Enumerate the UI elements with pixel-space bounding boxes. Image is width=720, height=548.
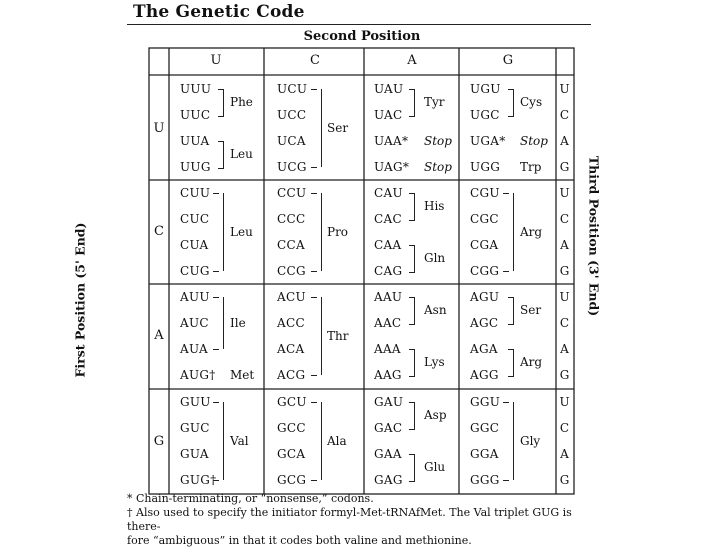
codon-cell: UCG	[277, 160, 307, 174]
footnote-initiator: † Also used to specify the initiator formyl-Met-tRNAfMet. The Val triplet GUG is there-	[127, 506, 572, 533]
bracket	[503, 480, 509, 481]
codon-cell: UGA*	[470, 134, 506, 148]
third-letter: C	[559, 316, 570, 330]
bracket	[218, 141, 224, 169]
codon-cell: UCU	[277, 82, 308, 96]
codon-cell: AUA	[180, 342, 208, 356]
amino-acid-label: Arg	[520, 225, 543, 239]
third-letter: U	[559, 290, 570, 304]
amino-acid-label: Val	[230, 434, 249, 448]
amino-acid-label: Pro	[327, 225, 349, 239]
third-letter: U	[559, 395, 570, 409]
codon-cell: UGC	[470, 108, 500, 122]
third-letter: A	[560, 447, 569, 461]
codon-cell: UAU	[374, 82, 404, 96]
amino-acid-label: Ile	[230, 316, 246, 330]
third-letter: A	[560, 134, 569, 148]
third-letter: A	[560, 342, 569, 356]
third-letter: G	[559, 160, 570, 174]
codon-cell: UGG	[470, 160, 501, 174]
bracket	[213, 349, 219, 350]
bracket	[409, 245, 415, 273]
codon-cell: ACA	[277, 342, 305, 356]
codon-cell: GCC	[277, 421, 306, 435]
bracket	[316, 89, 322, 167]
first-position-label: First Position (5' End)	[72, 222, 88, 378]
codon-cell: GAC	[374, 421, 403, 435]
bracket	[409, 402, 415, 430]
bracket	[508, 297, 514, 325]
third-position-label: Third Position (3' End)	[586, 155, 602, 317]
codon-cell: CAU	[374, 186, 403, 200]
col-header-u: U	[210, 53, 222, 68]
codon-cell: CGC	[470, 212, 499, 226]
row-header-u: U	[153, 121, 165, 136]
codon-cell: AAA	[374, 342, 401, 356]
third-letter: A	[560, 238, 569, 252]
codon-cell: UAG*	[374, 160, 410, 174]
bracket	[311, 167, 317, 168]
codon-cell: CAG	[374, 264, 403, 278]
codon-cell: AAU	[374, 290, 403, 304]
stop-label: Stop	[424, 160, 452, 174]
amino-acid-label: Lys	[424, 355, 445, 369]
codon-cell: CUG	[180, 264, 210, 278]
codon-cell: GGG	[470, 473, 500, 487]
amino-acid-label: Met	[230, 368, 255, 382]
third-letter: G	[559, 264, 570, 278]
stop-label: Stop	[424, 134, 452, 148]
row-header-a: A	[154, 328, 164, 343]
bracket	[409, 454, 415, 482]
codon-cell: CAA	[374, 238, 402, 252]
codon-cell: CUC	[180, 212, 210, 226]
bracket	[503, 271, 509, 272]
col-header-g: G	[502, 53, 514, 68]
codon-cell: GGC	[470, 421, 500, 435]
amino-acid-label: His	[424, 199, 445, 213]
second-position-label: Second Position	[303, 29, 421, 44]
codon-cell: UUA	[180, 134, 210, 148]
codon-cell: CCC	[277, 212, 306, 226]
bracket	[409, 297, 415, 325]
amino-acid-label: Trp	[520, 160, 542, 174]
codon-cell: GGU	[470, 395, 501, 409]
bracket	[218, 193, 224, 271]
bracket	[311, 480, 317, 481]
codon-cell: AGA	[470, 342, 498, 356]
codon-cell: UAA*	[374, 134, 409, 148]
amino-acid-label: Gln	[424, 251, 446, 265]
codon-cell: UCC	[277, 108, 307, 122]
codon-cell: AGU	[470, 290, 500, 304]
codon-cell: GGA	[470, 447, 499, 461]
codon-cell: CGU	[470, 186, 500, 200]
third-letter: U	[559, 82, 570, 96]
row-header-g: G	[153, 434, 165, 449]
bracket	[316, 193, 322, 271]
codon-cell: UCA	[277, 134, 306, 148]
bracket	[508, 349, 514, 377]
amino-acid-label: Leu	[230, 147, 253, 161]
amino-acid-label: Cys	[520, 95, 543, 109]
codon-cell: ACU	[277, 290, 306, 304]
codon-cell: ACC	[277, 316, 305, 330]
codon-cell: AUC	[180, 316, 209, 330]
codon-cell: CGG	[470, 264, 500, 278]
page-title: The Genetic Code	[133, 2, 305, 22]
amino-acid-label: Tyr	[424, 95, 445, 109]
bracket	[311, 375, 317, 376]
bracket	[409, 89, 415, 117]
bracket	[218, 402, 224, 480]
codon-cell: GAG	[374, 473, 403, 487]
third-letter: U	[559, 186, 570, 200]
codon-cell: GCU	[277, 395, 307, 409]
third-letter: C	[559, 108, 570, 122]
codon-cell: GUA	[180, 447, 209, 461]
codon-cell: GCG	[277, 473, 307, 487]
codon-cell: CUU	[180, 186, 211, 200]
amino-acid-label: Phe	[230, 95, 253, 109]
bracket	[508, 89, 514, 117]
amino-acid-label: Gly	[520, 434, 541, 448]
bracket	[409, 193, 415, 221]
codon-cell: AAG	[374, 368, 402, 382]
bracket	[508, 402, 514, 480]
codon-cell: CCG	[277, 264, 306, 278]
third-letter: G	[559, 473, 570, 487]
amino-acid-label: Ala	[327, 434, 347, 448]
amino-acid-label: Leu	[230, 225, 253, 239]
codon-cell: AUG†	[180, 368, 216, 382]
bracket	[409, 349, 415, 377]
bracket	[508, 193, 514, 271]
codon-cell: AAC	[374, 316, 402, 330]
amino-acid-label: Glu	[424, 460, 446, 474]
footnote-initiator-cont: fore “ambiguous” in that it codes both valine and methionine.	[127, 534, 472, 547]
codon-cell: AGC	[470, 316, 499, 330]
bracket	[316, 297, 322, 375]
codon-cell: GAA	[374, 447, 402, 461]
col-header-c: C	[310, 53, 320, 68]
codon-cell: AGG	[470, 368, 499, 382]
third-letter: G	[559, 368, 570, 382]
bracket	[218, 297, 224, 349]
amino-acid-label: Arg	[520, 355, 543, 369]
codon-cell: UGU	[470, 82, 501, 96]
codon-cell: CCA	[277, 238, 305, 252]
amino-acid-label: Ser	[520, 303, 542, 317]
bracket	[316, 402, 322, 480]
codon-cell: GUU	[180, 395, 211, 409]
col-header-a: A	[407, 53, 417, 68]
third-letter: C	[559, 212, 570, 226]
codon-cell: GCA	[277, 447, 306, 461]
codon-cell: GAU	[374, 395, 404, 409]
codon-cell: AUU	[180, 290, 210, 304]
footnote-stop: * Chain-terminating, or “nonsense,” codons.	[127, 492, 374, 505]
bracket	[311, 271, 317, 272]
bracket	[213, 271, 219, 272]
codon-cell: CCU	[277, 186, 307, 200]
codon-cell: GUC	[180, 421, 210, 435]
row-header-c: C	[154, 224, 164, 239]
amino-acid-label: Asn	[424, 303, 447, 317]
codon-cell: UAC	[374, 108, 403, 122]
codon-cell: UUU	[180, 82, 212, 96]
amino-acid-label: Thr	[327, 329, 349, 343]
codon-cell: ACG	[277, 368, 306, 382]
bracket	[213, 480, 219, 481]
codon-cell: GUG†	[180, 473, 217, 487]
amino-acid-label: Asp	[424, 408, 447, 422]
codon-cell: CGA	[470, 238, 499, 252]
third-letter: C	[559, 421, 570, 435]
codon-cell: UUC	[180, 108, 211, 122]
codon-cell: UUG	[180, 160, 211, 174]
amino-acid-label: Ser	[327, 121, 349, 135]
stop-label: Stop	[520, 134, 548, 148]
codon-cell: CUA	[180, 238, 209, 252]
codon-cell: CAC	[374, 212, 402, 226]
bracket	[218, 89, 224, 117]
